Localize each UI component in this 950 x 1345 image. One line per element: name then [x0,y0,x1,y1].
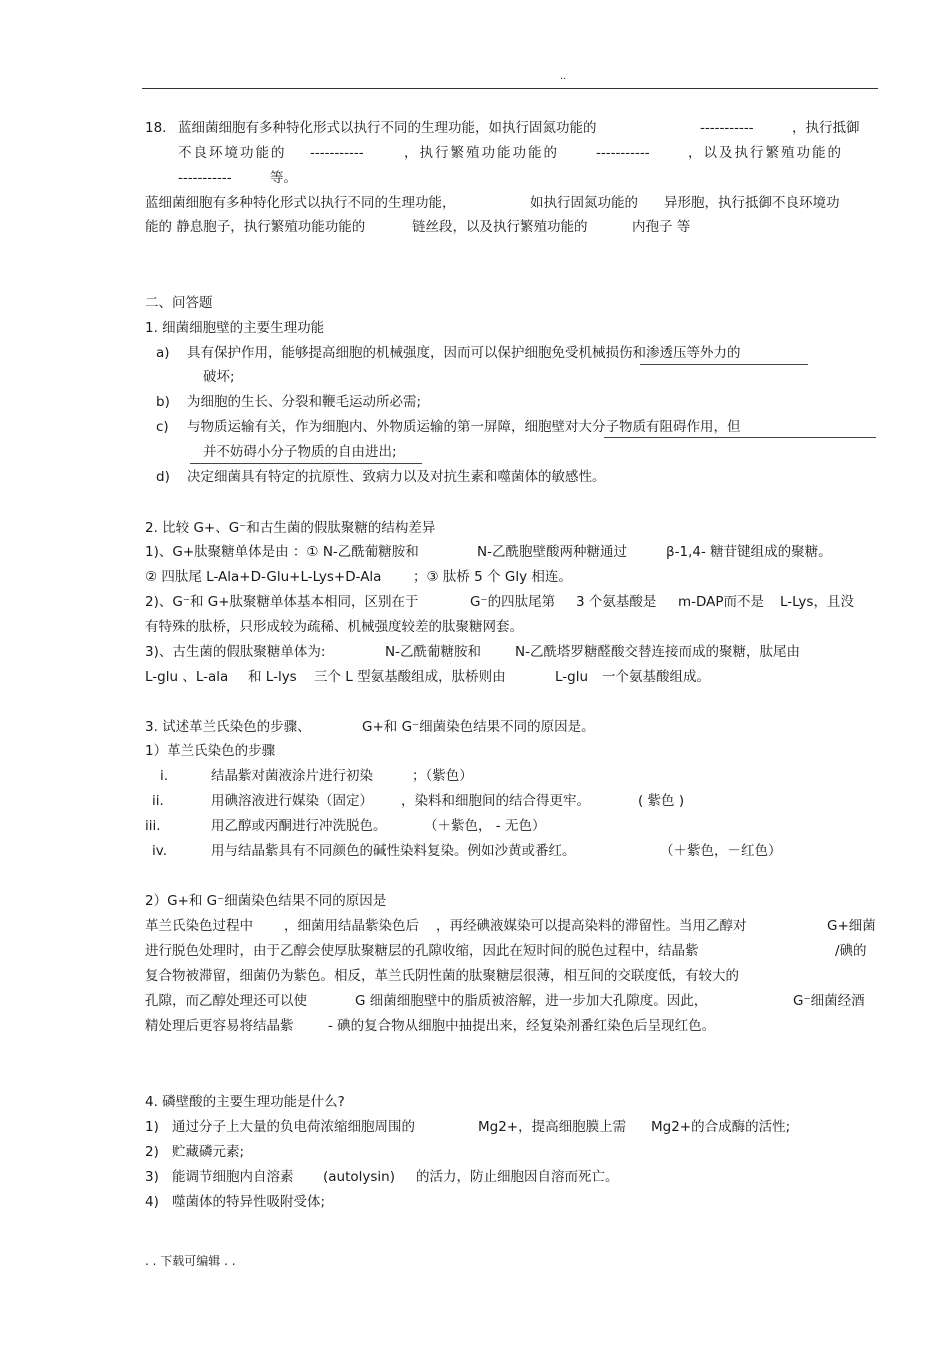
q2-p6a: L-glu 、L-ala [145,669,229,685]
q3-i-text: 结晶紫对菌液涂片进行初染 [211,768,373,784]
q1-b-label: b) [156,394,170,410]
q2-p1a: 1)、G+肽聚糖单体是由 ：① N-乙酰葡糖胺和 [145,544,419,560]
q4-title: 4. 磷壁酸的主要生理功能是什么? [145,1094,345,1110]
q18-line1: 蓝细菌细胞有多种特化形式以执行不同的生理功能，如执行固氮功能的 [178,120,597,136]
q18-line2c: ，以及执行繁殖功能的 [688,145,843,161]
q3-i-note: ；（紫色） [412,768,473,784]
q1-c-underline [604,437,876,438]
q2-p6b: 和 L-lys [248,669,297,685]
q2-p3d: m-DAP而不是 [678,594,765,610]
q18-dash1: ----------- [700,120,754,136]
q18-answer1c: 异形胞，执行抵御不良环境功 [664,195,840,211]
q18-line2b: ，执行繁殖功能功能的 [404,145,559,161]
q3-body1a: 革兰氏染色过程中 [145,918,253,934]
q4-item1c: Mg2+的合成酶的活性; [651,1119,791,1135]
q2-p5b: N-乙酰葡糖胺和 [385,644,481,660]
q3-iii-label: iii. [145,818,161,834]
q3-body4a: 孔隙，而乙醇处理还可以使 [145,993,307,1009]
q3-iv-text: 用与结晶紫具有不同颜色的碱性染料复染。例如沙黄或番红。 [211,843,576,859]
q4-item3b: (autolysin) [323,1169,395,1185]
q3-body3: 复合物被滞留，细菌仍为紫色。相反，革兰氏阴性菌的肽聚糖层很薄，相互间的交联度低，有较大的 [145,968,739,984]
q1-c-label: c) [156,419,169,435]
q18-line1-end: ，执行抵御 [792,120,860,136]
q2-p2b: ；③ 肽桥 5 个 Gly 相连。 [413,569,572,585]
q3-ii-text: 用碘溶液进行媒染（固定） [211,793,373,809]
q2-p3e: L-Lys，且没 [780,594,854,610]
q4-item1b: Mg2+，提高细胞膜上需 [478,1119,627,1135]
q1-c-cont-underline [190,463,422,464]
q1-c-text: 与物质运输有关，作为细胞内、外物质运输的第一屏障，细胞壁对大分子物质有阻碍作用，但 [187,419,741,435]
q4-item1-label: 1) [145,1119,159,1135]
q18-answer2a: 能的 静息胞子，执行繁殖功能功能的 [145,219,366,235]
q2-p5c: N-乙酰塔罗糖醛酸交替连接而成的聚糖，肽尾由 [515,644,800,660]
q18-line3-end: 等。 [270,170,297,186]
q3-title-b: G+和 G⁻细菌染色结果不同的原因是。 [362,719,595,735]
q18-dash2: ----------- [310,145,364,161]
q18-dash4: ----------- [178,170,232,186]
section-title: 二、问答题 [145,295,213,311]
q4-item2: 贮藏磷元素; [172,1144,245,1160]
q3-body1c: ，再经碘液媒染可以提高染料的滞留性。当用乙醇对 [436,918,747,934]
q2-p6c: 三个 L 型氨基酸组成，肽桥则由 [314,669,506,685]
q3-ii-mid: ，染料和细胞间的结合得更牢。 [401,793,590,809]
q1-a-text: 具有保护作用，能够提高细胞的机械强度，因而可以保护细胞免受机械损伤和渗透压等外力的 [187,345,741,361]
q18-answer1a: 蓝细菌细胞有多种特化形式以执行不同的生理功能， [145,195,456,211]
q3-body5a: 精处理后更容易将结晶紫 [145,1018,294,1034]
q3-body2a: 进行脱色处理时，由于乙醇会使厚肽聚糖层的孔隙收缩，因此在短时间的脱色过程中，结晶紫 [145,943,699,959]
q2-p6d: L-glu [555,669,589,685]
header-dots: .. [560,71,567,82]
q18-answer1b: 如执行固氮功能的 [530,195,638,211]
q3-sub1: 1）革兰氏染色的步骤 [145,743,276,759]
q4-item3-label: 3) [145,1169,159,1185]
q1-a-cont: 破坏; [203,369,235,385]
q2-p2a: ② 四肽尾 L-Ala+D-Glu+L-Lys+D-Ala [145,569,382,585]
q2-p3b: G⁻的四肽尾第 [470,594,556,610]
q3-ii-note: ( 紫色 ) [638,793,685,809]
q4-item4: 噬菌体的特异性吸附受体; [172,1194,326,1210]
q18-number: 18. [145,120,167,136]
header-rule [142,88,878,89]
q1-b-text: 为细胞的生长、分裂和鞭毛运动所必需; [187,394,422,410]
q2-p5a: 3)、古生菌的假肽聚糖单体为: [145,644,326,660]
q18-answer2b: 链丝段，以及执行繁殖功能的 [412,219,588,235]
q2-p1b: N-乙酰胞壁酸两种糖通过 [477,544,627,560]
q3-iii-note: （＋紫色， - 无色） [424,818,546,834]
q18-dash3: ----------- [596,145,650,161]
q3-title-a: 3. 试述革兰氏染色的步骤、 [145,719,311,735]
q3-body2b: /碘的 [835,943,867,959]
q2-p1c: β-1,4- 糖苷键组成的聚糖。 [666,544,832,560]
q3-iv-label: iv. [152,843,167,859]
q3-sub2: 2）G+和 G⁻细菌染色结果不同的原因是 [145,893,387,909]
q4-item3c: 的活力，防止细胞因自溶而死亡。 [416,1169,619,1185]
q1-title: 1. 细菌细胞壁的主要生理功能 [145,320,325,336]
q2-p6e: 一个氨基酸组成。 [602,669,710,685]
q1-a-underline [640,364,808,365]
q4-item3a: 能调节细胞内自溶素 [172,1169,294,1185]
q2-p3a: 2)、G⁻和 G+肽聚糖单体基本相同，区别在于 [145,594,419,610]
q2-p4: 有特殊的肽桥，只形成较为疏稀、机械强度较差的肽聚糖网套。 [145,619,523,635]
q1-c-cont: 并不妨碍小分子物质的自由进出; [203,444,397,460]
q4-item2-label: 2) [145,1144,159,1160]
q2-title: 2. 比较 G+、G⁻和古生菌的假肽聚糖的结构差异 [145,520,436,536]
q4-item1a: 通过分子上大量的负电荷浓缩细胞周围的 [172,1119,415,1135]
q1-a-label: a) [156,345,170,361]
q3-body4c: G⁻细菌经酒 [793,993,865,1009]
q18-answer2c: 内孢子 等 [632,219,691,235]
q4-item4-label: 4) [145,1194,159,1210]
q3-ii-label: ii. [152,793,164,809]
q3-body4b: G 细菌细胞壁中的脂质被溶解，进一步加大孔隙度。因此， [355,993,708,1009]
q3-iii-text: 用乙醇或丙酮进行冲洗脱色。 [211,818,387,834]
q1-d-text: 决定细菌具有特定的抗原性、致病力以及对抗生素和噬菌体的敏感性。 [187,469,606,485]
q1-d-label: d) [156,469,170,485]
q2-p3c: 3 个氨基酸是 [576,594,657,610]
q3-i-label: i. [160,768,169,784]
q3-iv-note: （＋紫色，－红色） [660,843,782,859]
q3-body1b: ，细菌用结晶紫染色后 [284,918,419,934]
q3-body5b: - 碘的复合物从细胞中抽提出来，经复染剂番红染色后呈现红色。 [328,1018,716,1034]
q18-line2a: 不良环境功能的 [178,145,287,161]
q3-body1d: G+细菌 [827,918,876,934]
footer-text: . . 下载可编辑 . . [145,1254,236,1268]
